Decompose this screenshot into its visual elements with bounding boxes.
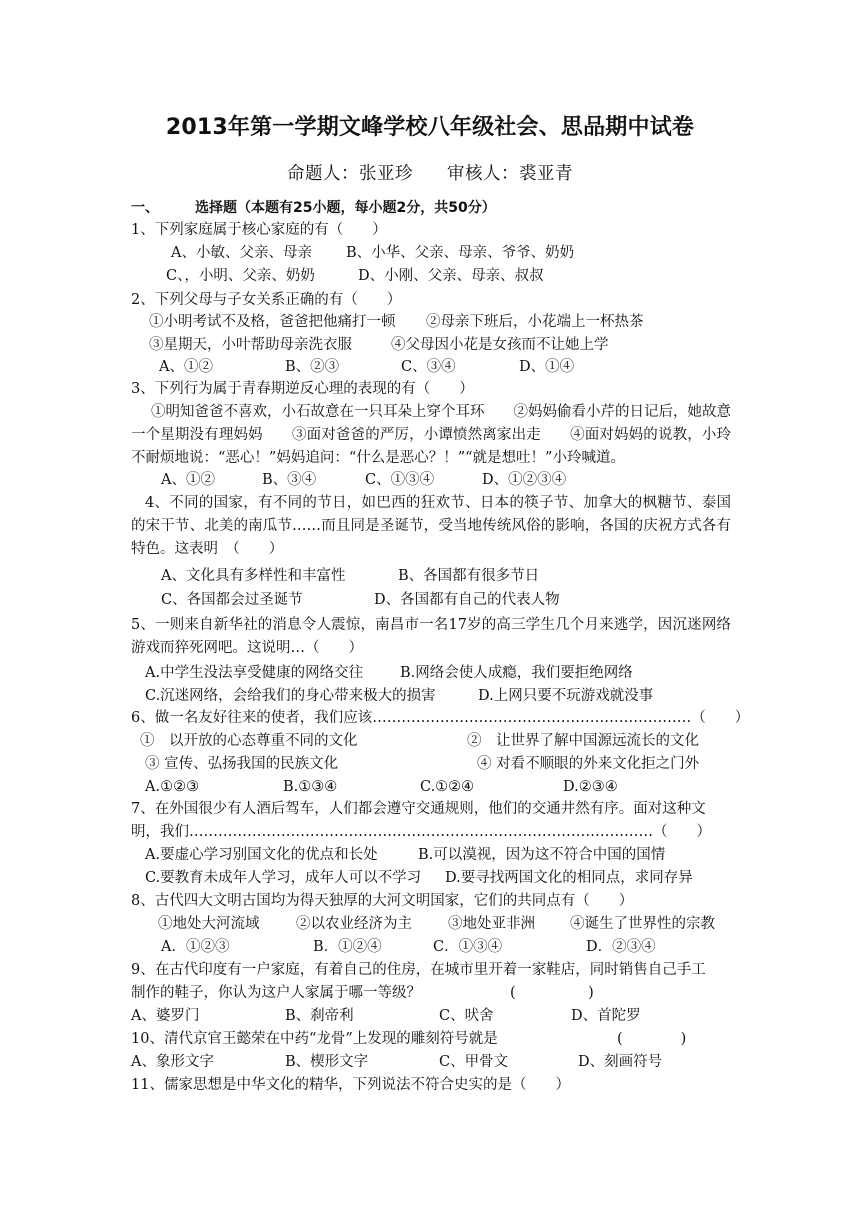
question-1-option-d: D、小刚、父亲、母亲、叔叔 — [358, 268, 544, 284]
question-8-statement-1: ①地处大河流域 — [158, 916, 260, 932]
question-5-option-a: A.中学生没法享受健康的网络交往 — [145, 665, 364, 681]
question-2-option-c: C、③④ — [401, 359, 456, 375]
question-9-option-c: C、吠舍 — [439, 1008, 494, 1024]
question-9-stem-line-1: 9、在古代印度有一户家庭，有着自己的住房，在城市里开着一家鞋店，同时销售自己手工 — [131, 962, 706, 978]
question-3-option-a: A、①② — [161, 472, 215, 488]
author-line — [0, 160, 860, 185]
question-6-option-c: C.①②④ — [420, 779, 475, 795]
question-8-statement-4: ④诞生了世界性的宗教 — [570, 916, 715, 932]
question-8-statement-3: ③地处亚非洲 — [448, 916, 535, 932]
question-9-option-a: A、婆罗门 — [131, 1008, 200, 1024]
question-9-option-d: D、首陀罗 — [571, 1008, 641, 1024]
question-2-statement-3: ③星期天，小叶帮助母亲洗衣服 — [149, 337, 352, 353]
question-2-option-a: A、①② — [159, 359, 213, 375]
question-1-option-c: C、，小明、父亲、奶奶 — [166, 268, 315, 284]
section-number: 一、 — [131, 200, 159, 216]
question-2-stem: 2、下列父母与子女关系正确的有（ ） — [131, 292, 402, 308]
question-8-option-a: A．①②③ — [161, 939, 230, 955]
question-9-answer-blank: ( ) — [510, 985, 594, 1001]
question-11-stem: 11、儒家思想是中华文化的精华，下列说法不符合史实的是（ ） — [131, 1077, 570, 1093]
section-heading — [131, 197, 496, 217]
question-4-stem: 4、不同的国家，有不同的节日，如巴西的狂欢节、日本的筷子节、加拿大的枫糖节、泰国的宋干节、北美的南瓜节……而且同是圣诞节，受当地传统风俗的影响，各国的庆祝方式各有特色。这表明 （ ） — [131, 495, 731, 557]
question-3-stem: 3、下列行为属于青春期逆反心理的表现的有（ ） — [131, 381, 474, 397]
question-3-option-b: B、③④ — [262, 472, 317, 488]
question-5-option-b: B.网络会使人成瘾，我们要拒绝网络 — [400, 665, 633, 681]
question-8-statement-2: ②以农业经济为主 — [296, 916, 412, 932]
question-8-stem: 8、古代四大文明古国均为得天独厚的大河文明国家，它们的共同点有（ ） — [131, 893, 634, 909]
question-2-option-d: D、①④ — [519, 359, 575, 375]
question-setter: 命题人：张亚珍 — [286, 164, 413, 184]
question-9-stem-line-2: 制作的鞋子，你认为这户人家属于哪一等级？ — [131, 985, 421, 1001]
question-6-option-d: D.②③④ — [563, 779, 618, 795]
question-3-statements: ①明知爸爸不喜欢，小石故意在一只耳朵上穿个耳环 ②妈妈偷看小芹的日记后，她故意一个星期没有理妈妈 ③面对爸爸的严厉，小谭愤然离家出走 ④面对妈妈的说教，小玲不耐烦地说：“恶心！”妈妈追问：“什么是恶心？！”“就是想吐！”小玲喊道。 — [131, 404, 731, 466]
question-2-option-b: B、②③ — [285, 359, 340, 375]
question-10-stem: 10、清代京官王懿荣在中药“龙骨”上发现的雕刻符号就是 — [131, 1031, 498, 1047]
question-6-option-a: A.①②③ — [145, 779, 200, 795]
section-title: 选择题（本题有25小题，每小题2分，共50分） — [195, 200, 496, 216]
question-10-option-c: C、甲骨文 — [439, 1054, 509, 1070]
question-4-option-a: A、文化具有多样性和丰富性 — [161, 568, 346, 584]
question-9-option-b: B、刹帝利 — [285, 1008, 354, 1024]
question-8-option-c: C．①③④ — [433, 939, 503, 955]
question-1-option-b: B、小华、父亲、母亲、爷爷、奶奶 — [346, 245, 575, 261]
question-10-option-d: D、刻画符号 — [578, 1054, 663, 1070]
question-8-option-b: B．①②④ — [313, 939, 382, 955]
question-2-statement-1: ①小明考试不及格，爸爸把他痛打一顿 — [149, 314, 396, 330]
question-7-stem-line-1: 7、在外国很少有人酒后驾车，人们都会遵守交通规则，他们的交通井然有序。面对这种文 — [131, 801, 706, 817]
question-5-option-c: C.沉迷网络，会给我们的身心带来极大的损害 — [145, 688, 436, 704]
question-6-statement-1: ① 以开放的心态尊重不同的文化 — [140, 733, 358, 749]
question-7-stem-line-2: 明，我们……………………………………………………………………………………（ ） — [131, 824, 711, 840]
question-4-option-d: D、各国都有自己的代表人物 — [374, 592, 560, 608]
question-10-answer-blank: ( ) — [617, 1031, 687, 1047]
question-3-option-c: C、①③④ — [365, 472, 435, 488]
question-6-statement-3: ③ 宣传、弘扬我国的民族文化 — [145, 756, 339, 772]
question-8-option-d: D．②③④ — [586, 939, 656, 955]
question-1-stem: 1、下列家庭属于核心家庭的有（ ） — [131, 222, 387, 238]
question-6-statement-2: ② 让世界了解中国源远流长的文化 — [467, 733, 699, 749]
question-5-option-d: D.上网只要不玩游戏就没事 — [478, 688, 654, 704]
question-2-statement-4: ④父母因小花是女孩而不让她上学 — [391, 337, 609, 353]
question-3-option-d: D、①②③④ — [482, 472, 567, 488]
question-6-option-b: B.①③④ — [283, 779, 338, 795]
question-4-option-c: C、各国都会过圣诞节 — [161, 592, 303, 608]
reviewer: 审核人：裘亚青 — [447, 164, 574, 184]
question-10-option-b: B、楔形文字 — [285, 1054, 369, 1070]
question-7-option-d: D.要寻找两国文化的相同点，求同存异 — [445, 870, 693, 886]
question-6-statement-4: ④ 对看不顺眼的外来文化拒之门外 — [477, 756, 700, 772]
question-4-option-b: B、各国都有很多节日 — [398, 568, 540, 584]
question-5-stem: 5、一则来自新华社的消息令人震惊，南昌市一名17岁的高三学生几个月来逃学，因沉迷网络游戏而猝死网吧。这说明…（ ） — [131, 617, 731, 656]
question-7-option-b: B.可以漠视，因为这不符合中国的国情 — [418, 847, 666, 863]
question-7-option-c: C.要教育未成年人学习，成年人可以不学习 — [145, 870, 422, 886]
question-6-stem: 6、做一名友好往来的使者，我们应该…………………………………………………………（ ） — [131, 710, 750, 726]
question-7-option-a: A.要虚心学习别国文化的优点和长处 — [145, 847, 378, 863]
question-1-option-a: A、小敏、父亲、母亲 — [171, 245, 312, 261]
question-2-statement-2: ②母亲下班后，小花端上一杯热茶 — [426, 314, 644, 330]
question-10-option-a: A、象形文字 — [131, 1054, 214, 1070]
exam-title: 2013年第一学期文峰学校八年级社会、思品期中试卷 — [165, 115, 695, 140]
